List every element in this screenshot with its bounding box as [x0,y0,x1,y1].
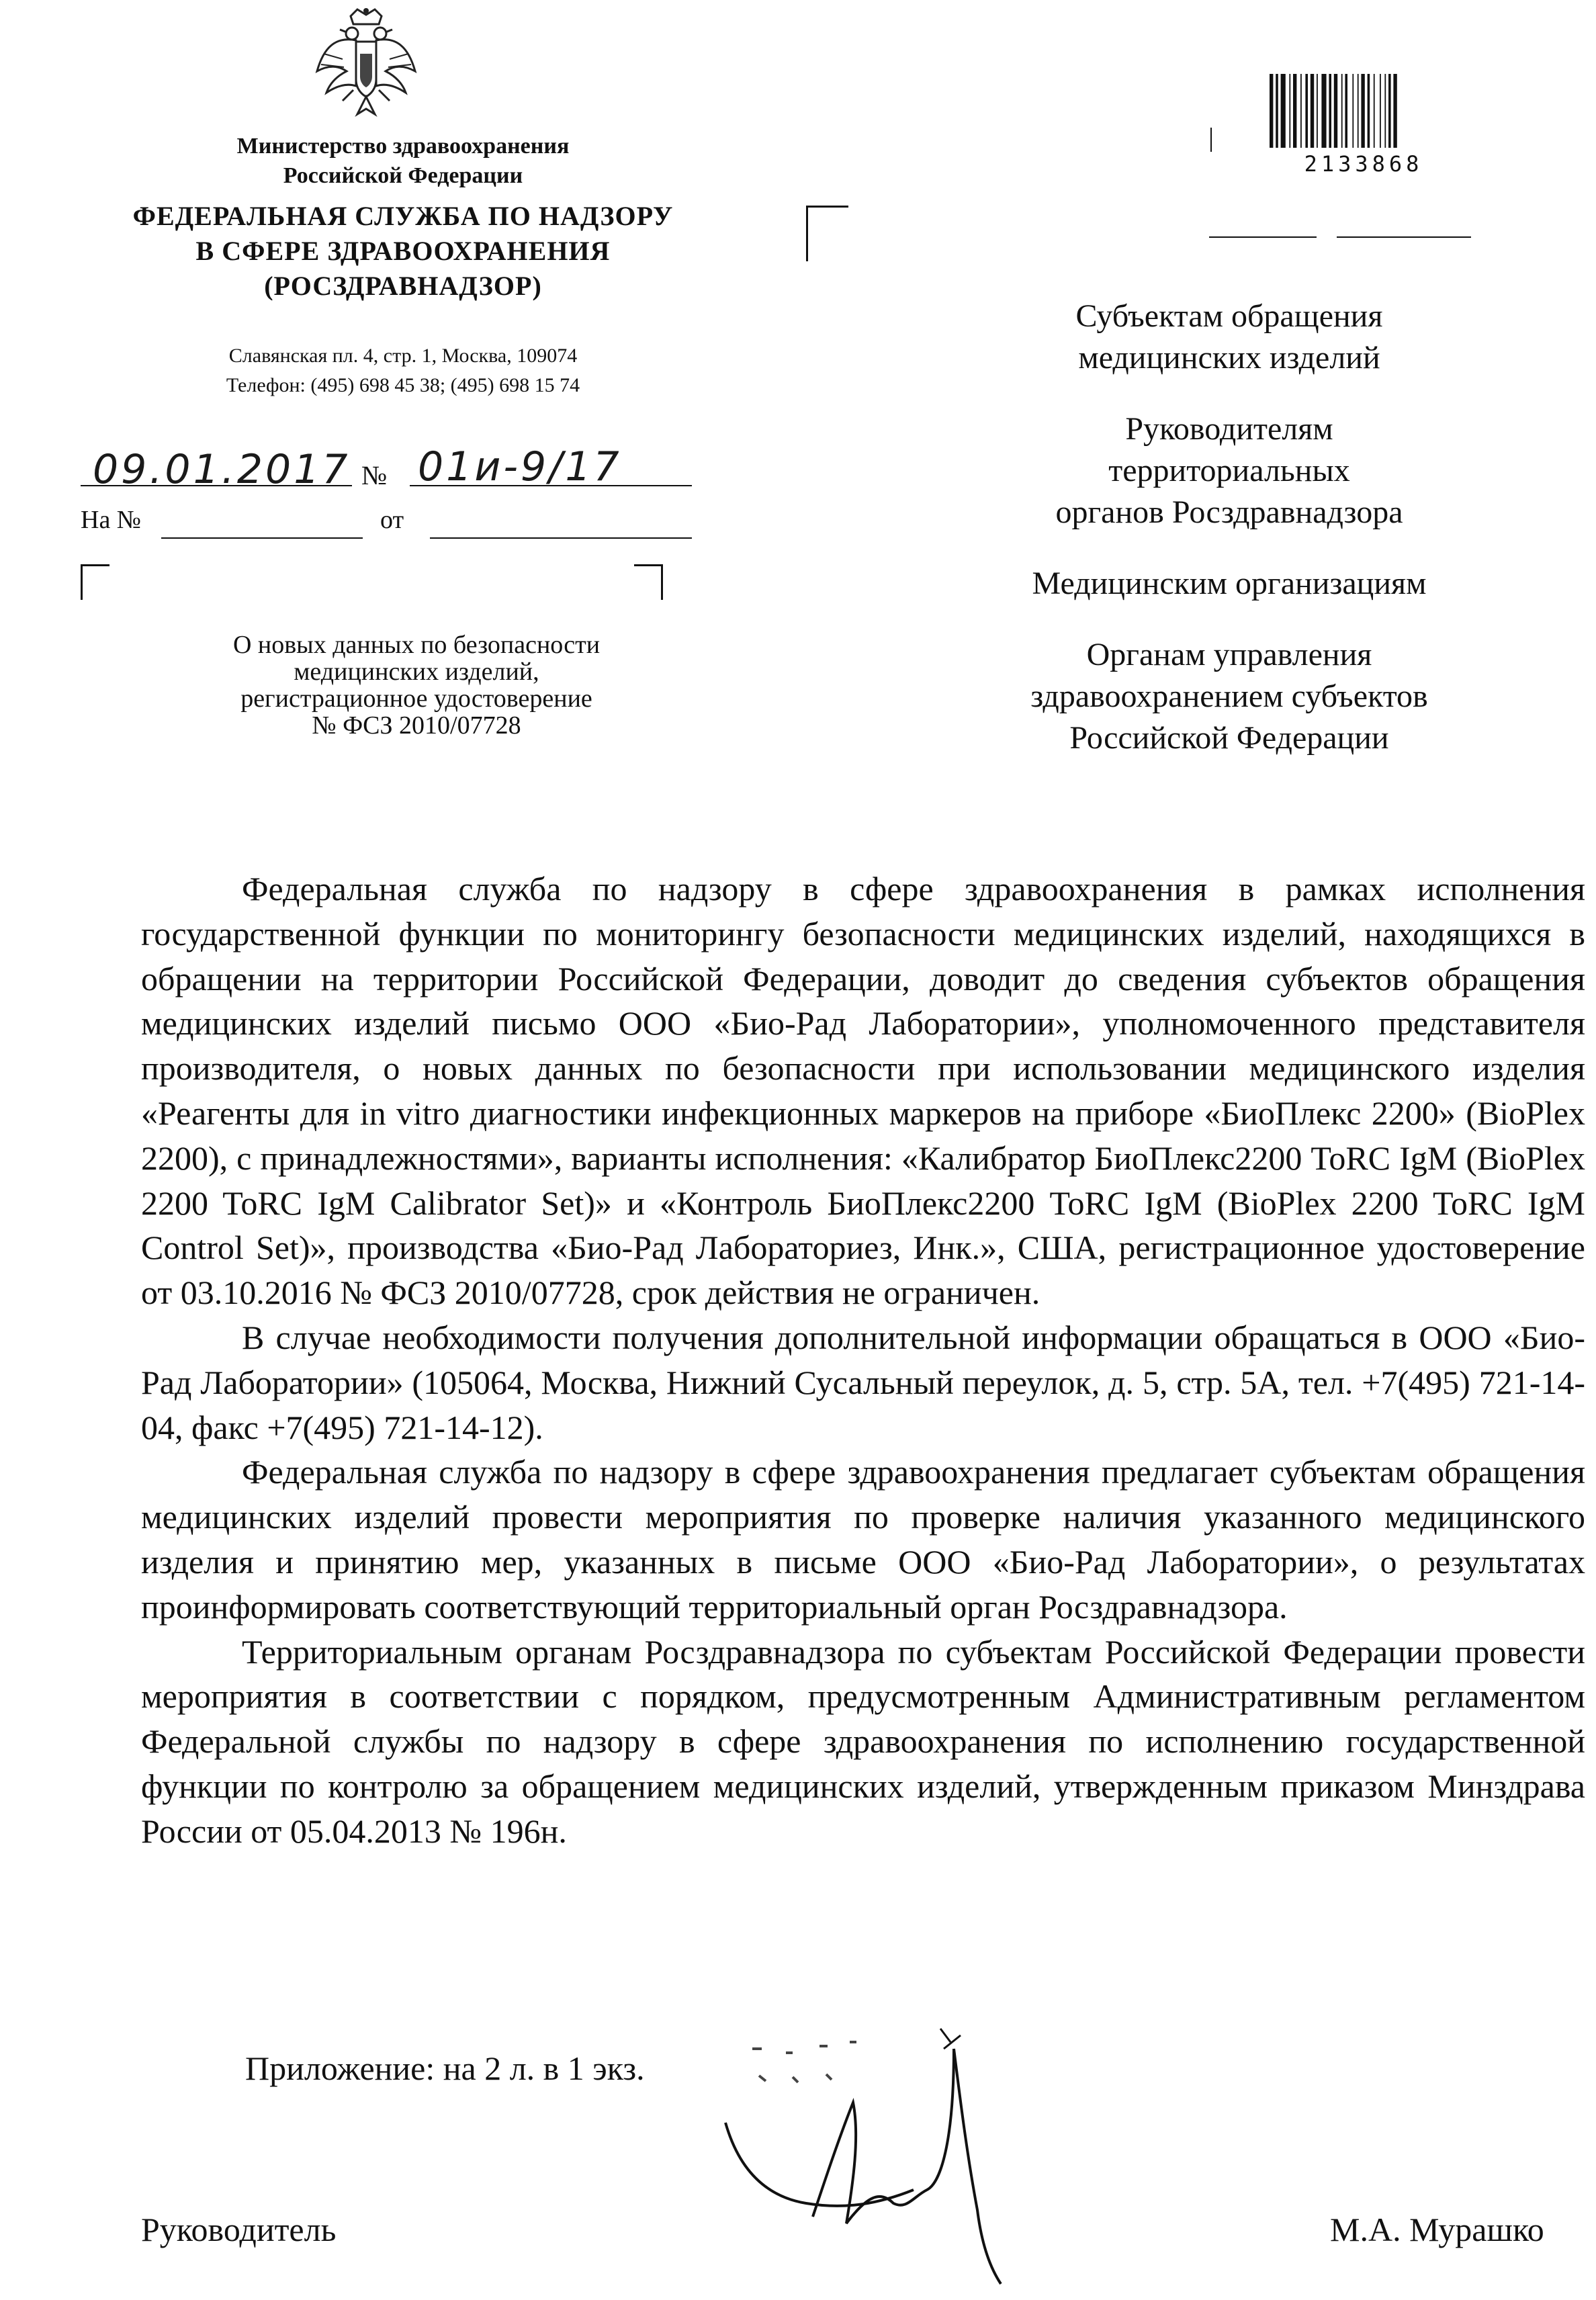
letter-subject [141,631,692,739]
from-blank [430,537,692,539]
barcode-bar [1293,74,1296,148]
barcode-bar [1289,74,1290,148]
body-paragraph-1: Федеральная служба по надзору в сфере здравоохранения в рамках исполнения государственной функции по мониторингу безопасности медицинских изделий, находящихся в обращении на территории Российской Федерации, доводит до сведения субъектов обращения медицинских изделий письмо ООО «Био-Рад Лаборатории», уполномоченного представителя производителя, о новых данных по безопасности при использовании медицинского изделия «Реагенты для in vitro диагностики инфекционных маркеров на приборе «БиоПлекс 2200» (BioPlex 2200), с принадлежностями», варианты исполнения: «Калибратор БиоПлекс2200 ToRC IgM (BioPlex 2200 ToRC IgM Calibrator Set)» и «Контроль БиоПлекс2200 ToRC IgM (BioPlex 2200 ToRC IgM Control Set)», производства «Био-Рад Лабораториез, Инк.», США, регистрационное удостоверение от 03.10.2016 № ФСЗ 2010/07728, срок действия не ограничен. [141,870,1585,1312]
service-line3: (РОСЗДРАВНАДЗОР) [264,271,542,301]
barcode-tick [1210,128,1212,152]
addressee-4: Органам управления здравоохранением субъектов Российской Федерации [1030,637,1428,756]
body-paragraph-4: Территориальным органам Росздравнадзора по субъектам Российской Федерации провести мероприятия в соответствии с порядком, предусмотренным Административным регламентом Федеральной службы по надзору в сфере здравоохранения по исполнению государственной функции по контролю за обращением медицинских изделий, утвержденным приказом Минздрава России от 05.04.2013 № 196н. [141,1632,1585,1850]
subject-line4: № ФСЗ 2010/07728 [312,711,521,740]
on-number-blank [161,537,363,539]
barcode-bars-icon [1263,74,1464,148]
barcode-bar [1334,74,1337,148]
barcode-bar [1384,74,1386,148]
barcode-bar [1361,74,1364,148]
reference-date-handwritten: 09.01.2017 [93,446,351,493]
barcode-bar [1276,74,1278,148]
barcode [1263,74,1464,175]
from-label: от [380,506,404,534]
address-line2: Телефон: (495) 698 45 38; (495) 698 15 74 [226,374,580,396]
barcode-number: 2133868 [1304,151,1423,177]
barcode-divider-2 [1337,236,1471,238]
signature-position: Руководитель [141,2211,337,2248]
date-underline [81,485,352,486]
barcode-bar [1341,74,1343,148]
barcode-divider [1209,236,1317,238]
addressee-bracket [806,206,848,261]
barcode-bar [1380,74,1381,148]
number-underline [410,485,692,486]
addressees-block [934,296,1525,789]
address-line1: Славянская пл. 4, стр. 1, Москва, 109074 [228,345,578,367]
barcode-bar [1388,74,1391,148]
reference-number-handwritten: 01и-9/17 [418,443,622,490]
subject-line3: регистрационное удостоверение [240,684,592,713]
barcode-bar [1352,74,1354,148]
barcode-bar [1321,74,1326,148]
subject-line2: медицинских изделий, [294,658,539,686]
subject-bracket-left [81,564,109,600]
service-address [67,341,739,400]
attachment-note: Приложение: на 2 л. в 1 экз. [245,2049,645,2087]
addressee-3: Медицинским организациям [1032,566,1427,601]
barcode-bar [1374,74,1375,148]
addressee-2: Руководителям территориальных органов Росздравнадзора [1055,411,1403,530]
barcode-bar [1270,74,1273,148]
barcode-bar [1393,74,1396,148]
barcode-bar [1311,74,1314,148]
ministry-line1: Министерство здравоохранения [236,134,570,159]
service-line2: В СФЕРЕ ЗДРАВООХРАНЕНИЯ [195,236,611,266]
subject-line1: О новых данных по безопасности [232,631,601,659]
barcode-bar [1300,74,1302,148]
ministry-line2: Российской Федерации [283,163,523,188]
body-paragraph-2: В случае необходимости получения дополнительной информации обращаться в ООО «Био-Рад Лаборатории» (105064, Москва, Нижний Сусальный переулок, д. 5, стр. 5А, тел. +7(495) 721-14-04, факс +7(495) 721-14-12). [141,1318,1585,1446]
barcode-bar [1368,74,1370,148]
reference-number-label: № [361,460,388,490]
service-line1: ФЕДЕРАЛЬНАЯ СЛУЖБА ПО НАДЗОРУ [132,201,674,231]
barcode-bar [1345,74,1347,148]
ministry-header [81,132,725,191]
coat-of-arms-emblem [309,7,423,121]
body-paragraph-3: Федеральная служба по надзору в сфере здравоохранения предлагает субъектам обращения медицинских изделий провести мероприятия по проверке наличия указанного медицинского изделия и принятию мер, указанных в письме ООО «Био-Рад Лаборатории», о результатах проинформировать соответствующий территориальный орган Росздравнадзора. [141,1453,1585,1626]
barcode-bar [1329,74,1331,148]
barcode-bar [1317,74,1318,148]
addressee-1: Субъектам обращения медицинских изделий [1075,298,1383,375]
barcode-bar [1358,74,1359,148]
handwritten-signature [712,2022,1061,2291]
letter-body [141,867,1585,1854]
on-number-label: На № [81,506,142,534]
signature-name: М.А. Мурашко [1330,2211,1544,2248]
barcode-bar [1281,74,1286,148]
subject-bracket-right [634,564,663,600]
barcode-bar [1305,74,1308,148]
service-header [40,199,766,304]
